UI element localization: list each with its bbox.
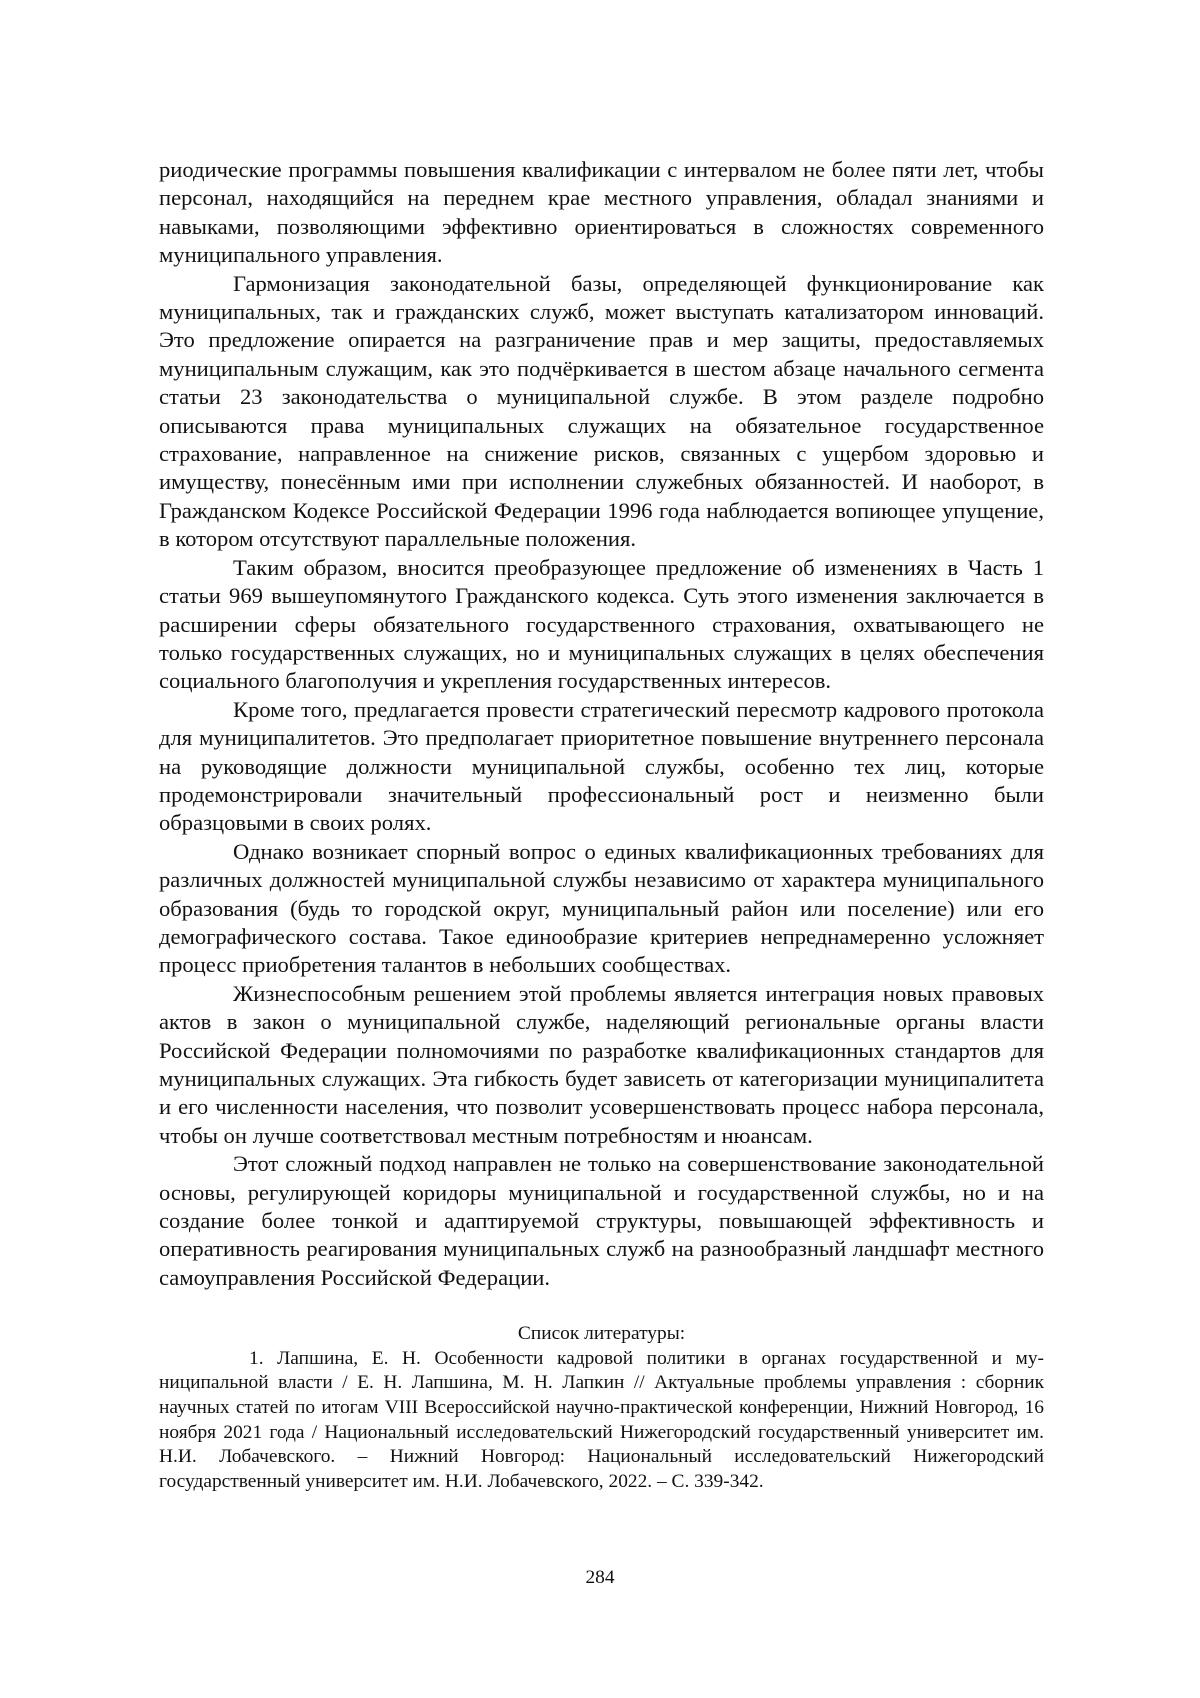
document-page (159, 156, 1044, 1494)
paragraph-7: Этот сложный подход направлен не только на совершенствование законода­тельной основы, регулирующей коридоры муниципальной и государственной службы, но и на создание более тонкой и адаптируемой структуры, повышающей эф­фективность и оперативность реагирования муниципальных служб на разнообразный ландшафт местного самоуправления Российской Федерации. (159, 1150, 1044, 1292)
reference-item: 1. Лапшина, Е. Н. Особенности кадровой политики в органах государственной и му­ниципальной власти / Е. Н. Лапшина, М. Н. Лапкин // Актуальные проблемы управления : сборник научных статей по итогам VIII Всероссийской научно-практической конференции, Нижний Новгород, 16 ноября 2021 года / Национальный исследовательский Нижегородский государственный университет им. Н.И. Лобачевского. – Нижний Новгород: Национальный исследовательский Нижегородский государственный университет им. Н.И. Лобачевского, 2022. – С. 339-342. (159, 1347, 1044, 1495)
paragraph-3: Таким образом, вносится преобразующее предложение об изменениях в Часть 1 статьи 969 вышеупомянутого Гражданского кодекса. Суть этого изменения заклю­чается в расширении сферы обязательного государственного страхования, охватыва­ющего не только государственных служащих, но и муниципальных служащих в целях обеспечения социального благополучия и укрепления государственных интересов. (159, 554, 1044, 696)
references-heading: Список литературы: (159, 1322, 1044, 1347)
paragraph-2: Гармонизация законодательной базы, определяющей функционирование как муниципальных, так и гражданских служб, может выступать катализатором иннова­ций. Это предложение опирается на разграничение прав и мер защиты, предоставля­емых муниципальным служащим, как это подчёркивается в шестом абзаце началь­ного сегмента статьи 23 законодательства о муниципальной службе. В этом разделе подробно описываются права муниципальных служащих на обязательное государ­ственное страхование, направленное на снижение рисков, связанных с ущербом здо­ровью и имуществу, понесённым ими при исполнении служебных обязанностей. И наоборот, в Гражданском Кодексе Российской Федерации 1996 года наблюдается во­пиющее упущение, в котором отсутствуют параллельные положения. (159, 270, 1044, 554)
page-number: 284 (0, 1566, 1200, 1590)
paragraph-4: Кроме того, предлагается провести стратегический пересмотр кадрового про­токола для муниципалитетов. Это предполагает приоритетное повышение внутрен­него персонала на руководящие должности муниципальной службы, особенно тех лиц, которые продемонстрировали значительный профессиональный рост и неиз­менно были образцовыми в своих ролях. (159, 696, 1044, 838)
body-text (159, 156, 1044, 1292)
references-section (159, 1322, 1044, 1494)
paragraph-5: Однако возникает спорный вопрос о единых квалификационных требованиях для различных должностей муниципальной службы независимо от характера муни­ципального образования (будь то городской округ, муниципальный район или посе­ление) или его демографического состава. Такое единообразие критериев непредна­меренно усложняет процесс приобретения талантов в небольших сообществах. (159, 838, 1044, 980)
paragraph-1: риодические программы повышения квалификации с интервалом не более пяти лет, чтобы персонал, находящийся на переднем крае местного управления, обладал зна­ниями и навыками, позволяющими эффективно ориентироваться в сложностях совре­менного муниципального управления. (159, 156, 1044, 270)
paragraph-6: Жизнеспособным решением этой проблемы является интеграция новых пра­вовых актов в закон о муниципальной службе, наделяющий региональные органы власти Российской Федерации полномочиями по разработке квалификационных стандартов для муниципальных служащих. Эта гибкость будет зависеть от категори­зации муниципалитета и его численности населения, что позволит усовершенство­вать процесс набора персонала, чтобы он лучше соответствовал местным потребно­стям и нюансам. (159, 980, 1044, 1150)
